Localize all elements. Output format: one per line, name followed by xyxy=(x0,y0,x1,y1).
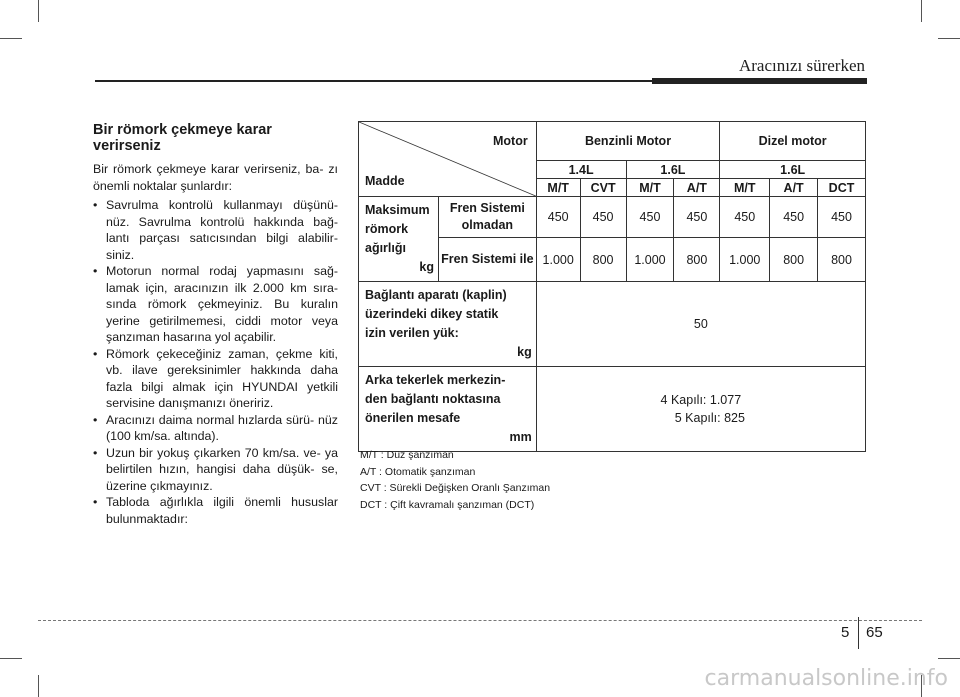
value-cell: 800 xyxy=(580,238,626,282)
tongue-load-value: 50 xyxy=(536,282,865,367)
engine-group-diesel: Dizel motor xyxy=(720,122,866,161)
section-title: Bir römork çekmeye karar verirseniz xyxy=(93,122,272,154)
left-column xyxy=(93,122,338,527)
bullet-item: • Aracınızı daima normal hızlarda sürü- nüz (100 km/sa. altında). xyxy=(93,412,338,445)
header-rule-accent xyxy=(652,78,867,84)
transmission-cell: A/T xyxy=(674,179,720,197)
value-cell: 450 xyxy=(770,197,818,238)
value-cell: 1.000 xyxy=(626,238,674,282)
crop-mark xyxy=(938,38,960,39)
note-line: DCT : Çift kavramalı şanzıman (DCT) xyxy=(360,498,535,511)
distance-unit: mm xyxy=(509,430,532,444)
displacement-cell: 1.6L xyxy=(626,161,720,179)
crop-mark xyxy=(0,658,22,659)
transmission-cell: CVT xyxy=(580,179,626,197)
displacement-cell: 1.6L xyxy=(720,161,866,179)
bullet-item: • Motorun normal rodaj yapmasını sağ- lamak için, aracınızın ilk 2.000 km sıra- sında römork çekmeyiniz. Bu kuralın yerine getirilmemesi, ciddi motor veya şanzıman hasarına yol açabilir. xyxy=(93,263,338,346)
distance-label-line: önerilen mesafe xyxy=(365,411,461,425)
value-cell: 450 xyxy=(536,197,580,238)
tongue-load-label-line: Bağlantı aparatı (kaplin) xyxy=(365,288,507,302)
max-weight-label: Maksimum römork ağırlığı xyxy=(365,203,430,255)
distance-value: 4 Kapılı: 1.077 xyxy=(660,393,742,407)
bullet-list xyxy=(93,197,338,527)
crop-mark xyxy=(38,675,39,697)
corner-madde-label: Madde xyxy=(365,174,405,188)
value-cell: 450 xyxy=(674,197,720,238)
bullet-item: • Tabloda ağırlıkla ilgili önemli hususlar bulunmaktadır: xyxy=(93,494,338,527)
crop-mark xyxy=(921,0,922,22)
tongue-load-label-cell xyxy=(359,282,537,367)
value-cell: 800 xyxy=(818,238,866,282)
max-weight-label-cell xyxy=(359,197,439,282)
value-cell: 1.000 xyxy=(720,238,770,282)
note-line: M/T : Düz şanzıman xyxy=(360,449,454,461)
crop-mark xyxy=(938,658,960,659)
value-cell: 450 xyxy=(818,197,866,238)
transmission-cell: DCT xyxy=(818,179,866,197)
page-number: 65 xyxy=(866,624,883,641)
crop-mark xyxy=(38,0,39,22)
tongue-load-label-line: üzerindeki dikey statik xyxy=(365,307,499,321)
intro-text: Bir römork çekmeye karar verirseniz, ba- zı önemli noktalar şunlardır: xyxy=(93,162,338,193)
distance-value: 5 Kapılı: 825 xyxy=(674,411,745,425)
page-number-separator xyxy=(858,617,859,649)
distance-label-cell xyxy=(359,367,537,452)
trailer-spec-table xyxy=(358,121,866,452)
transmission-cell: A/T xyxy=(770,179,818,197)
brake-label-without: Fren Sistemi olmadan xyxy=(438,197,536,238)
value-cell: 1.000 xyxy=(536,238,580,282)
note-line: A/T : Otomatik şanzıman xyxy=(360,465,476,478)
bullet-item: • Savrulma kontrolü kullanmayı düşünü- nüz. Savrulma kontrolü hakkında bağ- lantı parçası satıcısından bilgi alabilir- siniz. xyxy=(93,197,338,263)
corner-motor-label: Motor xyxy=(493,134,528,148)
distance-value-cell xyxy=(536,367,865,452)
distance-label-line: den bağlantı noktasına xyxy=(365,392,501,406)
footer-rule xyxy=(38,620,922,621)
distance-label-line: Arka tekerlek merkezin- xyxy=(365,373,506,387)
value-cell: 450 xyxy=(580,197,626,238)
value-cell: 800 xyxy=(770,238,818,282)
tongue-load-label-line: izin verilen yük: xyxy=(365,326,459,340)
value-cell: 800 xyxy=(674,238,720,282)
transmission-cell: M/T xyxy=(720,179,770,197)
transmission-cell: M/T xyxy=(536,179,580,197)
displacement-cell: 1.4L xyxy=(536,161,626,179)
value-cell: 450 xyxy=(720,197,770,238)
value-cell: 450 xyxy=(626,197,674,238)
brake-label-with: Fren Sistemi ile xyxy=(438,238,536,282)
note-line: CVT : Sürekli Değişken Oranlı Şanzıman xyxy=(360,482,551,494)
max-weight-unit: kg xyxy=(419,260,434,274)
bullet-item: • Uzun bir yokuş çıkarken 70 km/sa. ve- ya belirtilen hızın, hangisi daha düşük- se, üzerine çıkmayınız. xyxy=(93,445,338,495)
corner-cell xyxy=(359,122,537,197)
transmission-cell: M/T xyxy=(626,179,674,197)
watermark: carmanualsonline.info xyxy=(704,666,948,691)
chapter-number: 5 xyxy=(841,624,850,641)
bullet-item: • Römork çekeceğiniz zaman, çekme kiti, vb. ilave gereksinimler hakkında daha fazla bilgi almak için HYUNDAI yetkili servisine danışmanızı öneririz. xyxy=(93,346,338,412)
crop-mark xyxy=(0,38,22,39)
chapter-header: Aracınızı sürerken xyxy=(738,56,865,75)
tongue-load-unit: kg xyxy=(517,345,532,359)
abbreviation-notes xyxy=(360,447,550,513)
engine-group-petrol: Benzinli Motor xyxy=(536,122,720,161)
